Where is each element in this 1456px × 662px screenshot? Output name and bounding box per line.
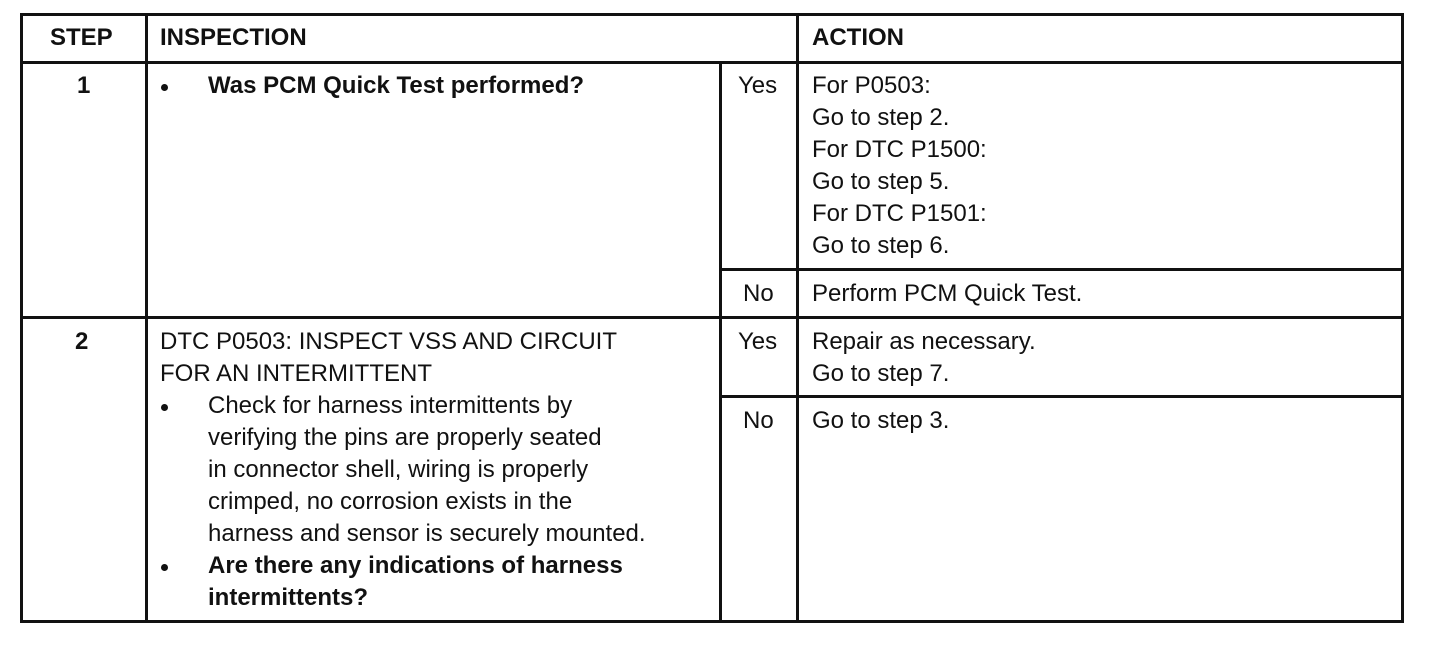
- inspection-detail-line: in connector shell, wiring is properly: [208, 456, 589, 483]
- inspection-heading-line: FOR AN INTERMITTENT: [160, 360, 432, 387]
- row2-answer-divider: [720, 395, 1404, 398]
- answer-no-2: No: [743, 407, 774, 434]
- answer-no-1: No: [743, 280, 774, 307]
- step-number-2: 2: [75, 328, 89, 355]
- action-line: Repair as necessary.: [812, 328, 1036, 355]
- bullet-icon: [161, 564, 168, 571]
- row1-answer-divider: [720, 268, 1404, 271]
- action-line: For DTC P1501:: [812, 200, 987, 227]
- step-column-divider: [145, 13, 148, 623]
- answer-yes-1: Yes: [738, 72, 778, 99]
- header-inspection: INSPECTION: [160, 24, 307, 51]
- bullet-icon: [161, 404, 168, 411]
- inspection-detail-line: crimped, no corrosion exists in the: [208, 488, 573, 515]
- action-column-divider: [796, 13, 799, 623]
- action-line: Go to step 2.: [812, 104, 950, 131]
- action-line: Go to step 3.: [812, 407, 950, 434]
- action-line: Go to step 6.: [812, 232, 950, 259]
- answer-column-divider: [719, 63, 722, 623]
- inspection-detail-line: harness and sensor is securely mounted.: [208, 520, 646, 547]
- header-divider: [20, 61, 1404, 64]
- row-divider: [20, 316, 1404, 319]
- inspection-detail-line: verifying the pins are properly seated: [208, 424, 602, 451]
- action-line: Perform PCM Quick Test.: [812, 280, 1083, 307]
- action-line: For P0503:: [812, 72, 931, 99]
- inspection-detail-line: Check for harness intermittents by: [208, 392, 573, 419]
- answer-yes-2: Yes: [738, 328, 778, 355]
- inspection-heading-line: DTC P0503: INSPECT VSS AND CIRCUIT: [160, 328, 618, 355]
- bullet-icon: [161, 84, 168, 91]
- action-line: Go to step 5.: [812, 168, 950, 195]
- action-line: Go to step 7.: [812, 360, 950, 387]
- inspection-question-2: intermittents?: [208, 584, 369, 611]
- inspection-question-1: Was PCM Quick Test performed?: [208, 72, 585, 99]
- header-action: ACTION: [812, 24, 904, 51]
- inspection-question-2: Are there any indications of harness: [208, 552, 623, 579]
- step-number-1: 1: [77, 72, 91, 99]
- header-step: STEP: [50, 24, 113, 51]
- action-line: For DTC P1500:: [812, 136, 987, 163]
